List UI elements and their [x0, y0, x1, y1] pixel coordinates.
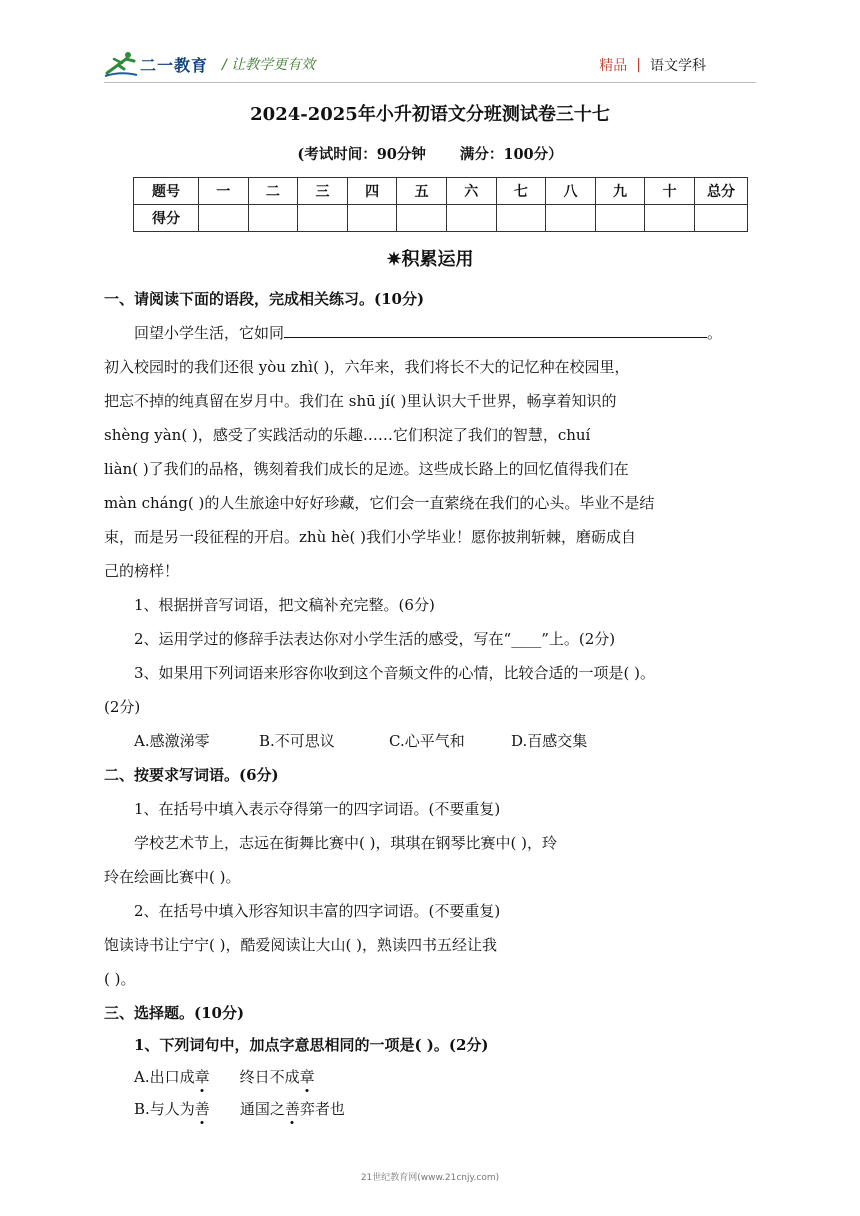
- score-input-cell[interactable]: [248, 205, 298, 232]
- page-title: 2024-2025年小升初语文分班测试卷三十七: [250, 104, 610, 125]
- table-cell: 得分: [134, 205, 199, 232]
- brand-logo: [104, 50, 208, 78]
- table-cell: 七: [496, 178, 546, 205]
- tag-separator: |: [636, 57, 641, 73]
- option-a[interactable]: A.感激涕零: [134, 732, 210, 750]
- passage-line: liàn( )了我们的品格，镌刻着我们成长的足迹。这些成长路上的回忆值得我们在: [104, 460, 629, 478]
- passage-text: 。: [707, 324, 723, 342]
- slogan: / 让教学更有效: [222, 57, 316, 73]
- score-table: [133, 177, 748, 232]
- passage-text: 回望小学生活，它如同: [134, 324, 285, 342]
- passage-line: [134, 322, 722, 343]
- dotted-char: 章: [299, 1068, 315, 1086]
- passage-line: màn cháng( )的人生旅途中好好珍藏，它们会一直萦绕在我们的心头。毕业不是结: [104, 494, 655, 512]
- dotted-char: 章: [194, 1068, 210, 1086]
- exam-time: (考试时间：90分钟: [297, 146, 426, 163]
- table-row: [134, 178, 748, 205]
- choice-b[interactable]: [134, 1098, 345, 1119]
- sub-question: 2、运用学过的修辞手法表达你对小学生活的感受，写在“____”上。(2分): [134, 630, 616, 648]
- sub-question: 3、如果用下列词语来形容你收到这个音频文件的心情，比较合适的一项是( )。: [134, 664, 656, 682]
- choice-text: 通国之: [239, 1100, 285, 1118]
- score-input-cell[interactable]: [546, 205, 596, 232]
- question-3-heading: 三、选择题。(10分): [104, 1004, 245, 1022]
- choice-text: B.与人为: [134, 1100, 195, 1118]
- question-2-heading: 二、按要求写词语。(6分): [104, 766, 279, 784]
- option-c[interactable]: C.心平气和: [389, 732, 465, 750]
- answer-blank[interactable]: [284, 323, 707, 338]
- fill-line: ( )。: [104, 970, 136, 988]
- sub-question: 1、在括号中填入表示夺得第一的四字词语。(不要重复): [134, 800, 501, 818]
- subject-tag: 语文学科: [650, 58, 706, 74]
- option-b[interactable]: B.不可思议: [259, 732, 335, 750]
- quality-tag: 精品: [599, 58, 628, 74]
- table-cell: 四: [347, 178, 397, 205]
- choice-text: 弈者也: [299, 1100, 345, 1118]
- score-input-cell[interactable]: [298, 205, 348, 232]
- fill-line: 学校艺术节上，志远在街舞比赛中( )，琪琪在钢琴比赛中( )，玲: [134, 834, 557, 852]
- full-score: 满分：100分）: [459, 146, 563, 163]
- table-cell: 一: [199, 178, 249, 205]
- score-input-cell[interactable]: [496, 205, 546, 232]
- table-row: [134, 205, 748, 232]
- fill-line: 饱读诗书让宁宁( )，酷爱阅读让大山( )，熟读四书五经让我: [104, 936, 497, 954]
- score-input-cell[interactable]: [446, 205, 496, 232]
- passage-line: shèng yàn( )，感受了实践活动的乐趣……它们积淀了我们的智慧，chuí: [104, 426, 591, 444]
- sub-question-score: (2分): [104, 698, 141, 716]
- score-input-cell[interactable]: [347, 205, 397, 232]
- table-cell: 十: [645, 178, 695, 205]
- passage-line: 把忘不掉的纯真留在岁月中。我们在 shū jí( )里认识大千世界，畅享着知识的: [104, 392, 617, 410]
- running-figure-icon: [104, 51, 138, 77]
- table-cell: 五: [397, 178, 447, 205]
- header-divider: [104, 82, 756, 83]
- question-1-heading: 一、请阅读下面的语段，完成相关练习。(10分): [104, 290, 425, 308]
- table-cell: 总分: [695, 178, 748, 205]
- choice-text: A.出口成: [134, 1068, 195, 1086]
- fill-line: 玲在绘画比赛中( )。: [104, 868, 241, 886]
- passage-line: 己的榜样！: [104, 562, 180, 580]
- score-input-cell[interactable]: [199, 205, 249, 232]
- table-cell: 六: [446, 178, 496, 205]
- section-heading: ✷积累运用: [386, 249, 474, 270]
- score-input-cell[interactable]: [595, 205, 645, 232]
- score-input-cell[interactable]: [645, 205, 695, 232]
- exam-info: [0, 143, 860, 164]
- table-cell: 二: [248, 178, 298, 205]
- passage-line: 束，而是另一段征程的开启。zhù hè( )我们小学毕业！愿你披荆斩棘，磨砺成自: [104, 528, 637, 546]
- table-cell: 三: [298, 178, 348, 205]
- page-header: [104, 50, 756, 78]
- option-d[interactable]: D.百感交集: [511, 732, 588, 750]
- choice-text: 终日不成: [239, 1068, 300, 1086]
- header-tags: [599, 55, 706, 75]
- logo-text: 二一教育: [140, 55, 209, 75]
- sub-question: 1、根据拼音写词语，把文稿补充完整。(6分): [134, 596, 435, 614]
- passage-line: 初入校园时的我们还很 yòu zhì( )，六年来，我们将长不大的记忆种在校园里，: [104, 358, 630, 376]
- table-cell: 题号: [134, 178, 199, 205]
- dotted-char: 善: [284, 1100, 300, 1118]
- sub-question: 2、在括号中填入形容知识丰富的四字词语。(不要重复): [134, 902, 501, 920]
- score-input-cell[interactable]: [397, 205, 447, 232]
- table-cell: 八: [546, 178, 596, 205]
- choice-a[interactable]: [134, 1066, 315, 1087]
- table-cell: 九: [595, 178, 645, 205]
- score-input-cell[interactable]: [695, 205, 748, 232]
- dotted-char: 善: [194, 1100, 210, 1118]
- page-footer: 21世纪教育网(www.21cnjy.com): [360, 1173, 500, 1183]
- sub-question: 1、下列词句中，加点字意思相同的一项是( )。(2分): [134, 1036, 489, 1054]
